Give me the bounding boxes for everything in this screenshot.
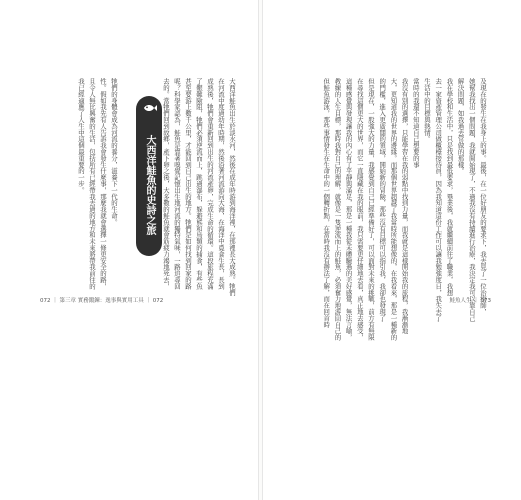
text-column: 當時的我還不知道自己想要的事 (411, 78, 420, 168)
text-column: 性。假如我先有人告訴我會發生什麼事，那麼我就會選擇一條更安全的路， (99, 78, 107, 290)
text-column: 甚至要游上數千公里，才能回到自己出生的地方。牠們是如何找到回家的路 (184, 78, 192, 290)
right-folio: 鮭魚人生 ｜ 073 (449, 298, 491, 304)
text-column: 且令人無比興奮的生活，包括所有已經帶我去過的地方和未來將帶我前往的 (88, 78, 96, 290)
sidebar-title (136, 96, 162, 256)
text-column: 呢？科學家認為，鮭魚是靠著嗅覺記憶出生地河流的獨特氣味，一路追尋回 (173, 78, 181, 290)
text-column: 在河流中度過幼年時期，然後沿著河流游向大海，在海洋中覓食生長，長到 (217, 78, 225, 290)
text-column: 了艱難險阻，牠們必須逆流而上，跳過瀑布，躲避熊和鳥類的捕食，有些魚 (195, 78, 203, 290)
text-column: 大，更知道我的世界的邊緣。而那個世界超越了我當時所能想像的，在我看來，那是一種新的 (389, 78, 398, 341)
text-column: 這種感覺與發現讓我的內心有了平靜與滿足，那是一種我從未體驗過的美好感覺，無法言喻， (344, 78, 353, 341)
left-folio: 072 ｜ 第三章 實務鍛鍊：逸事與實用工具 ｜ 072 (40, 298, 164, 304)
text-column: 生活中的目標與熱情。 (423, 78, 431, 142)
text-column: 牠們的身體會成為河流的養分，滋養下一代的生命。 (110, 78, 118, 226)
sidebar-title-text: 大西洋鮭魚的史詩之旅 (144, 135, 155, 235)
text-column: 在尋找這個更大的世界，而它一直隱藏在我的眼前，我只需要更仔細地去看，真正地去感受， (355, 78, 364, 341)
text-column: 去一家資產管理公司做櫃檯接待員，因為我知道這份工作可以讓我勉強度日，我失去了 (434, 78, 443, 322)
text-column: 及現在的發生在我身上的事。最後，在一位好朋友的要求下，我去見了一位治療師， (479, 78, 487, 315)
text-column: 教練的人生目標，那時我對自己的理解，就像是一隻逆流而上的鮭魚，必須奮力地游回自己的 (333, 78, 342, 341)
left-page (0, 0, 259, 500)
text-column: 去的。當牠們回到故鄉，產下卵之後，大多數的鮭魚就會筋疲力竭地死去， (162, 78, 170, 290)
text-column: 我沒有別的選擇，只能學習在我的弱點中找到力量，而我就是這樣開始我的旅程，我漸漸地 (400, 78, 409, 334)
text-column: 但鮭魚游泳，那些事情發生在生命中的一個轉折點，在當時我沒有辦法了解，而在回首時 (322, 78, 331, 328)
text-column: 成熟後，牠們會重新回到出生的河流產卵，完成生命的循環。這段旅程充滿 (206, 78, 214, 290)
text-column: 她幫我找出一個問題，我就開始現了，不過我沒有持續進行治療，我決定我可以靠自己 (467, 78, 476, 322)
text-column: 的門檻，進入更廣闊的領域，開始新的冒險，那些沒有目標可以指引我，我卻也發現了 (378, 78, 387, 322)
text-column: 大西洋鮭魚出生於淡水河，然後在成年時游到海洋裡，在那裡長大成熟。牠們 (228, 78, 236, 296)
text-column: 但是現在，一股強大的力量，我感覺到自己已經準備好了，可以面對未來的挑戰，前方有無限 (367, 78, 375, 341)
text-column: 解決問題，如我過去常做的那樣。 (456, 78, 465, 174)
right-page (262, 0, 521, 500)
fish-icon (141, 100, 157, 116)
text-column: 我已經適應了人生中這個最重要的一步。 (77, 78, 85, 194)
text-column: 我在學校和生活中，只是找到最低要求，畢業後，我就繼續前往了職業，我想 (445, 78, 454, 296)
